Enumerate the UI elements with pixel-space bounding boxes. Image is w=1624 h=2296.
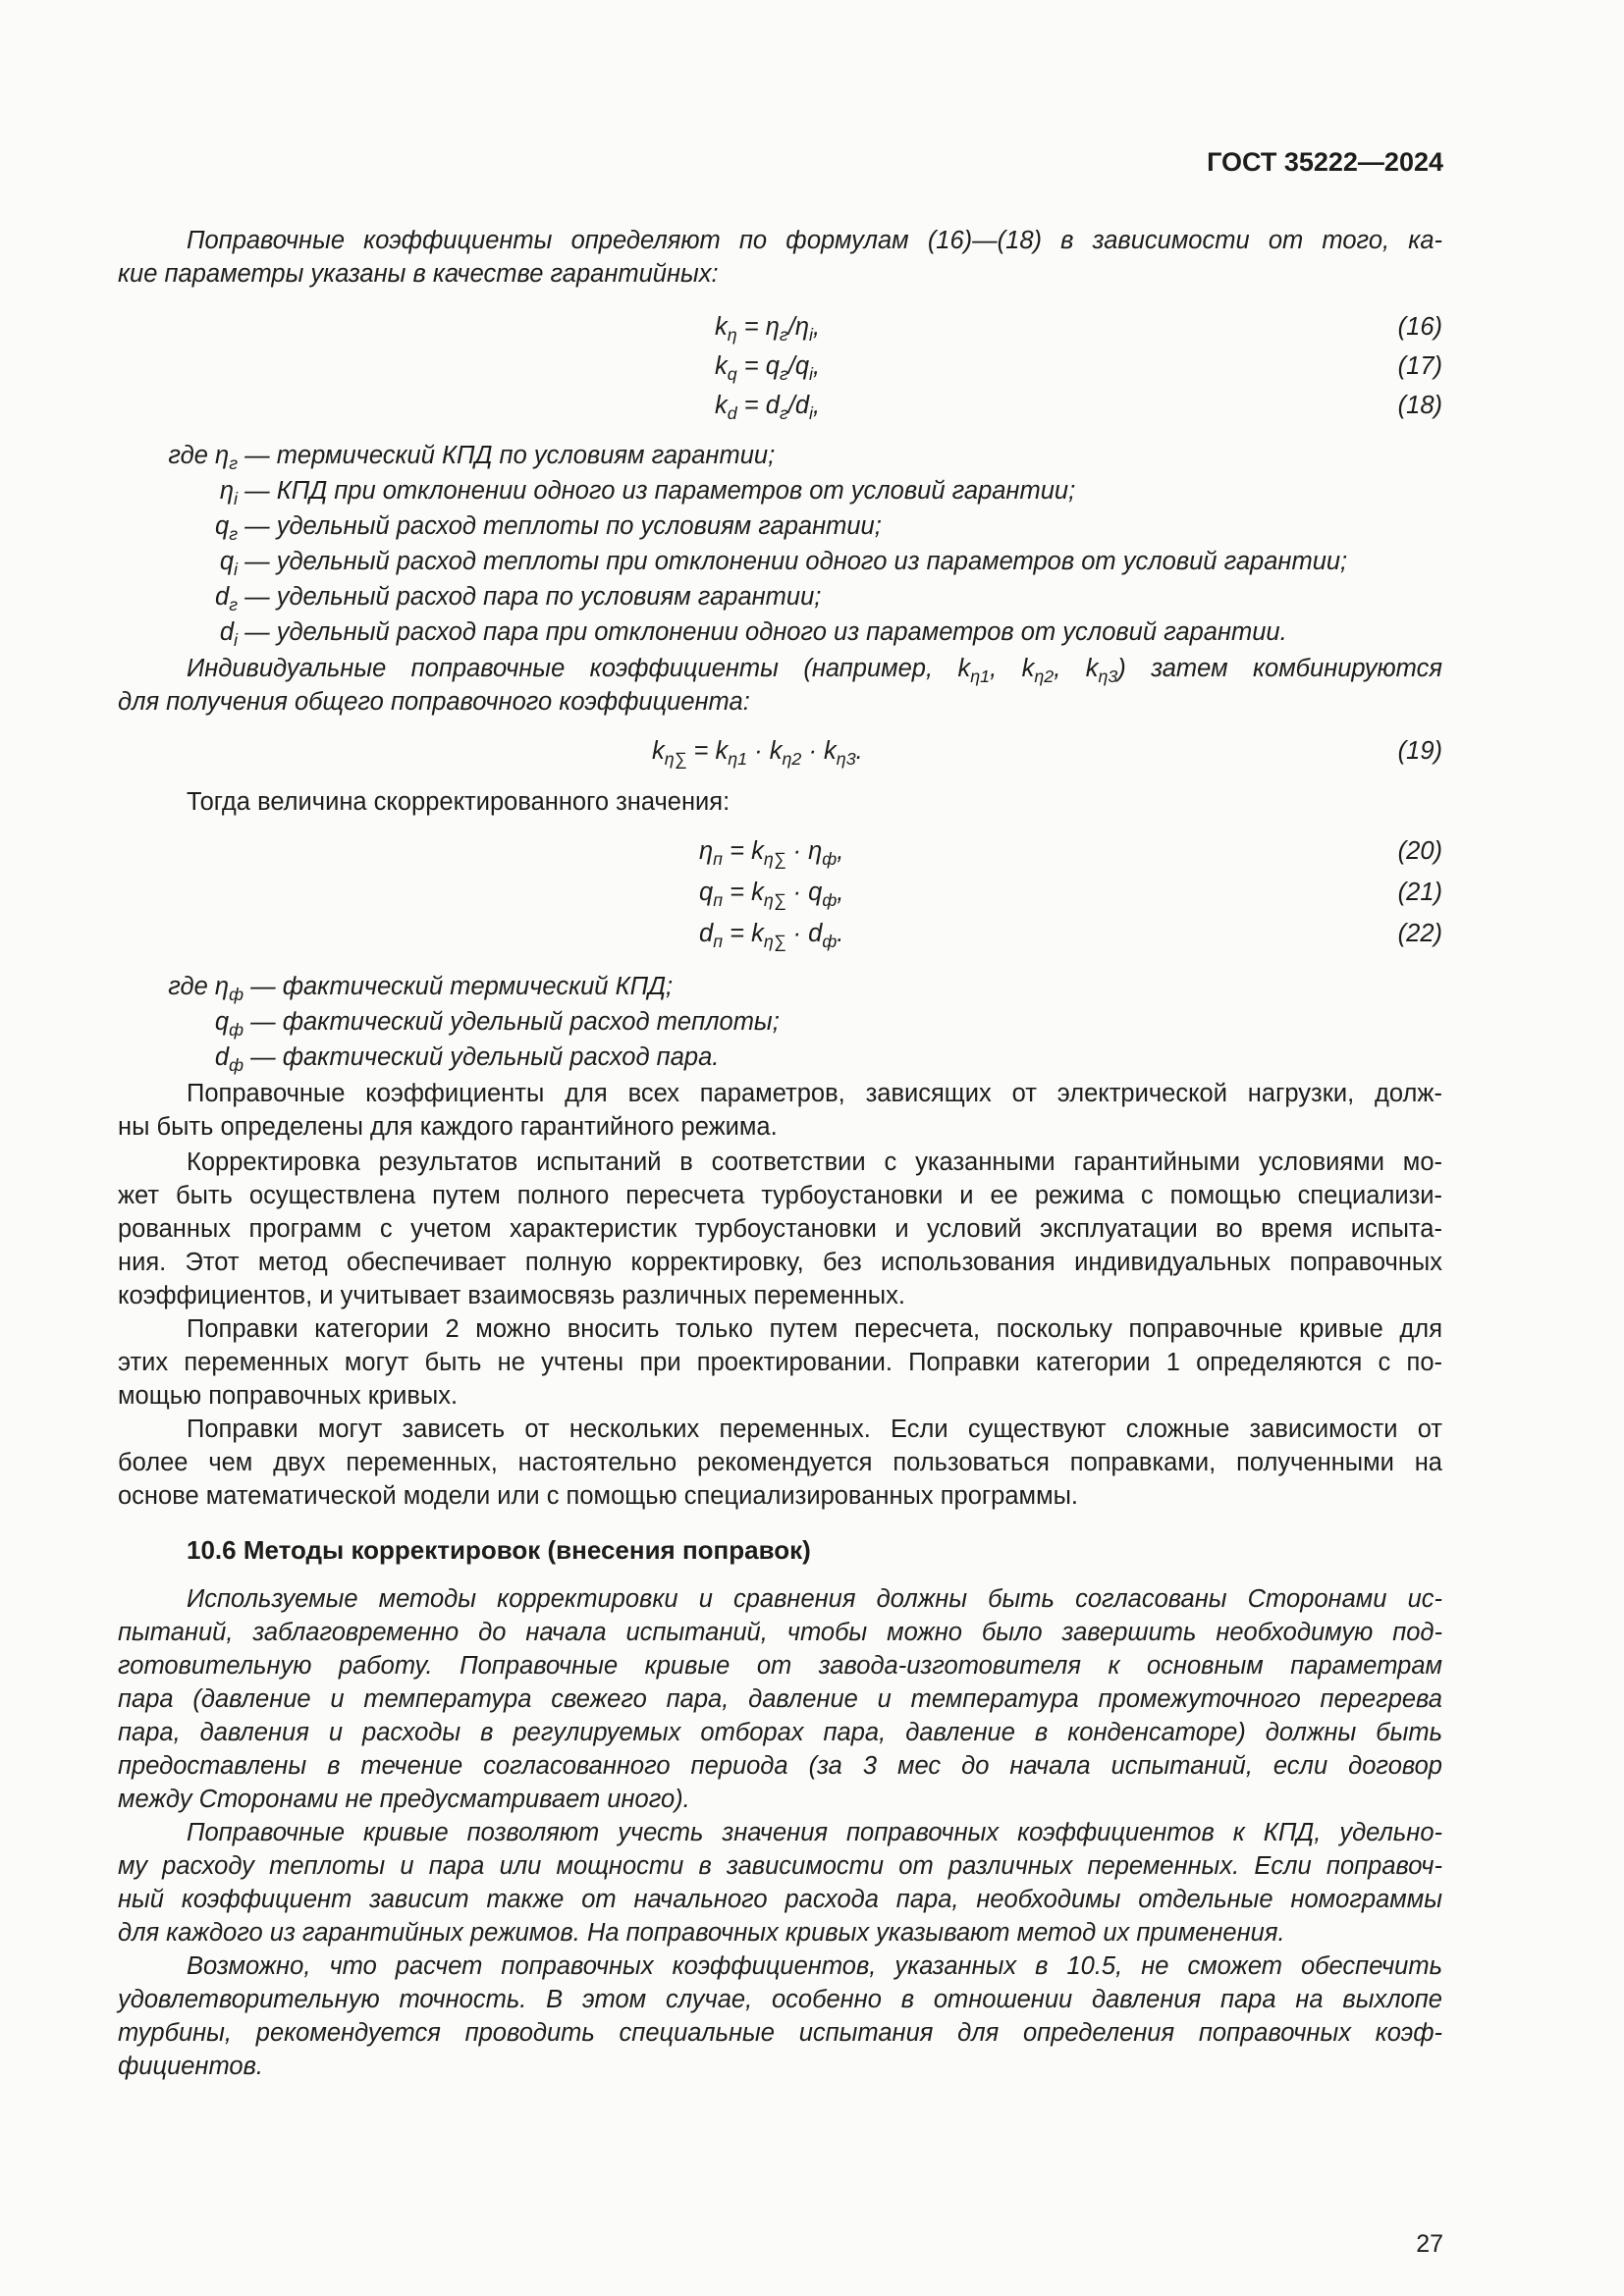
equation-number: (20) (1397, 837, 1442, 865)
definition-item: $d_ф$ — фактический удельный расход пара. (214, 1043, 720, 1076)
equation-number: (16) (1397, 313, 1442, 341)
paragraph (118, 1582, 1442, 1816)
text-line: ния. Этот метод обеспечивает полную корректировку, без использования индивидуальных поправочных (118, 1249, 1442, 1276)
definition-item: где $\eta_г$ — термический КПД по условиям гарантии; (168, 442, 776, 474)
equation-18: $k_d = d_г/d_i$, (715, 392, 821, 424)
equation-number: (22) (1397, 920, 1442, 947)
text-line: Поправки категории 2 можно вносить только путем пересчета, поскольку поправочные кривые для (187, 1315, 1442, 1343)
text-line: Используемые методы корректировки и сравнения должны быть согласованы Сторонами ис- (187, 1585, 1442, 1613)
individual-coefficients-paragraph (118, 652, 1442, 719)
paragraph (118, 1949, 1442, 2083)
equation-number: (21) (1397, 879, 1442, 906)
paragraph (118, 1312, 1442, 1413)
text-line: основе математической модели или с помощью специализированных программы. (118, 1482, 1079, 1510)
equation-17: $k_q = q_г/q_i$, (715, 352, 821, 385)
page-number: 27 (1416, 2230, 1443, 2258)
equation-22: $d_п = k_{\eta\sum} \cdot d_ф$. (699, 920, 844, 952)
togda-line: Тогда величина скорректированного значения: (187, 788, 731, 816)
text-line: фициентов. (118, 2053, 263, 2080)
text-line: готовительную работу. Поправочные кривые от завода-изготовителя к основным параметрам (118, 1652, 1442, 1680)
text-line: коэффициентов, и учитывает взаимосвязь различных переменных. (118, 1282, 905, 1309)
text-line: му расходу теплоты и пара или мощности в зависимости от различных переменных. Если поправоч- (118, 1852, 1442, 1880)
section-heading: 10.6 Методы корректировок (внесения поправок) (187, 1535, 811, 1565)
equation-number: (19) (1397, 737, 1442, 765)
text-line: Поправочные кривые позволяют учесть значения поправочных коэффициентов к КПД, удельно- (187, 1819, 1442, 1846)
text-line: для каждого из гарантийных режимов. На поправочных кривых указывают метод их применения. (118, 1919, 1285, 1947)
definition-item: $d_г$ — удельный расход пара по условиям гарантии; (215, 583, 822, 615)
intro-paragraph (118, 224, 1442, 291)
text-line: пара, давления и расходы в регулируемых отборах пара, давление в конденсаторе) должны быть (118, 1719, 1442, 1746)
text-line: этих переменных могут быть не учтены при проектировании. Поправки категории 1 определяются с по- (118, 1349, 1442, 1376)
text-line: турбины, рекомендуется проводить специальные испытания для определения поправочных коэф- (118, 2019, 1442, 2047)
equation-19: $k_{\eta\sum} = k_{\eta 1} \cdot k_{\eta 2} \cdot k_{\eta 3}$. (652, 737, 863, 770)
text-line: пытаний, заблаговременно до начала испытаний, чтобы можно было завершить необходимую под- (118, 1619, 1442, 1646)
equation-20: $\eta_п = k_{\eta\sum} \cdot \eta_ф$, (699, 837, 844, 870)
text-line: более чем двух переменных, настоятельно рекомендуется пользоваться поправками, полученными на (118, 1449, 1442, 1476)
paragraph (118, 1816, 1442, 1949)
text-line: удовлетворительную точность. В этом случае, особенно в отношении давления пара на выхлопе (118, 1986, 1442, 2013)
text-line: рованных программ с учетом характеристик турбоустановки и условий эксплуатации во время испыта- (118, 1215, 1442, 1243)
text-line: жет быть осуществлена путем полного пересчета турбоустановки и ее режима с помощью специализи- (118, 1182, 1442, 1209)
paragraph (118, 1077, 1442, 1144)
text-line: Поправочные коэффициенты определяют по формулам (16)—(18) в зависимости от того, ка- (187, 227, 1442, 254)
definition-item: $\eta_i$ — КПД при отклонении одного из параметров от условий гарантии; (219, 477, 1076, 509)
text-line: Корректировка результатов испытаний в соответствии с указанными гарантийными условиями мо- (187, 1148, 1442, 1176)
text-line: Поправки могут зависеть от нескольких переменных. Если существуют сложные зависимости от (187, 1415, 1442, 1443)
text-line: Возможно, что расчет поправочных коэффициентов, указанных в 10.5, не сможет обеспечить (187, 1952, 1442, 1980)
text-line: пара (давление и температура свежего пара, давление и температура промежуточного перегрева (118, 1685, 1442, 1713)
text-line: кие параметры указаны в качестве гарантийных: (118, 260, 719, 288)
text-line: Поправочные коэффициенты для всех параметров, зависящих от электрической нагрузки, долж- (187, 1080, 1442, 1107)
definition-item: $q_г$ — удельный расход теплоты по условиям гарантии; (215, 512, 882, 545)
equation-16: $k_\eta = \eta_г/\eta_i$, (715, 313, 821, 346)
text-line: Индивидуальные поправочные коэффициенты (например, $k_{\eta 1}$, $k_{\eta 2}$, $k_{\eta 3}$) затем комбинируются (187, 655, 1443, 687)
definition-item: $q_ф$ — фактический удельный расход теплоты; (214, 1008, 780, 1041)
paragraph (118, 1146, 1442, 1312)
definition-item: где $\eta_ф$ — фактический термический КПД; (168, 973, 674, 1005)
text-line: ны быть определены для каждого гарантийного режима. (118, 1113, 778, 1141)
text-line: ный коэффициент зависит также от начального расхода пара, необходимы отдельные номограммы (118, 1886, 1442, 1913)
definition-item: $q_i$ — удельный расход теплоты при отклонении одного из параметров от условий гарантии; (219, 548, 1348, 580)
text-line: для получения общего поправочного коэффициента: (118, 688, 750, 716)
equation-number: (18) (1397, 392, 1442, 419)
definition-item: $d_i$ — удельный расход пара при отклонении одного из параметров от условий гарантии. (219, 618, 1287, 651)
paragraph (118, 1413, 1442, 1513)
text-line: предоставлены в течение согласованного периода (за 3 мес до начала испытаний, если договор (118, 1752, 1442, 1780)
equation-number: (17) (1397, 352, 1442, 380)
text-line: между Сторонами не предусматривает иного). (118, 1786, 690, 1813)
text-line: мощью поправочных кривых. (118, 1382, 459, 1410)
document-header: ГОСТ 35222—2024 (1207, 147, 1443, 177)
equation-21: $q_п = k_{\eta\sum} \cdot q_ф$, (699, 879, 844, 911)
